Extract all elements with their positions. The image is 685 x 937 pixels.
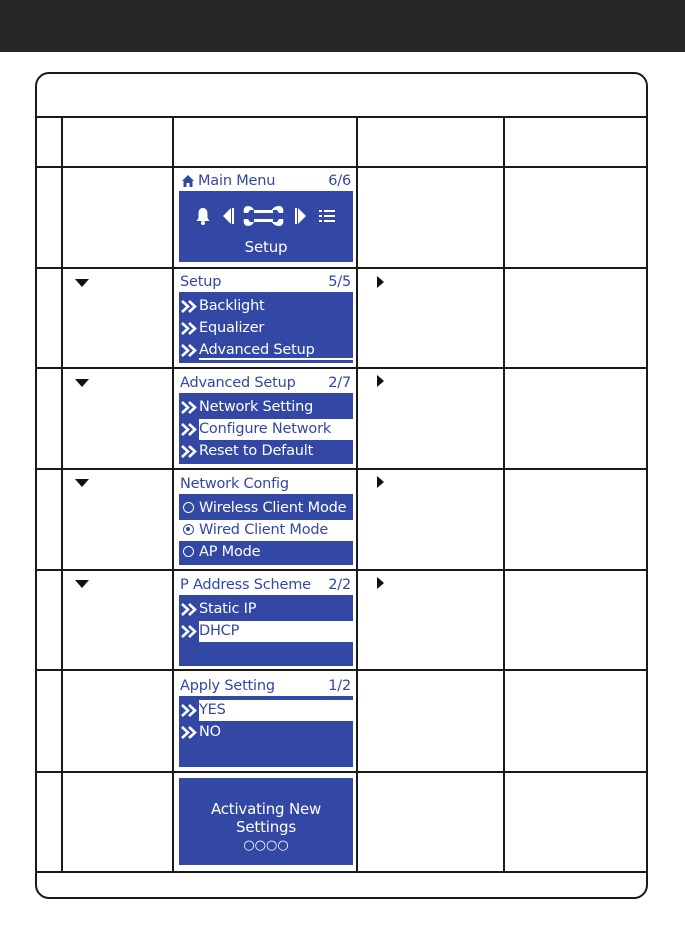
chevron-right-icon	[181, 401, 197, 414]
lcd-title-bar	[179, 475, 353, 494]
lcd-network-config	[179, 475, 353, 565]
chevron-right-icon	[181, 322, 197, 335]
lcd-title-bar	[179, 576, 353, 595]
lcd-title-bar	[179, 374, 353, 393]
screen-title: Setup	[180, 274, 222, 290]
table-column-rule	[61, 116, 63, 873]
lcd-main-menu	[179, 172, 353, 262]
table-rule	[37, 871, 646, 873]
menu-item[interactable]	[179, 296, 353, 317]
selection-underline	[199, 358, 353, 360]
menu-icon-carousel	[179, 198, 353, 234]
menu-item[interactable]	[179, 397, 353, 418]
menu-item-label: Advanced Setup	[199, 342, 315, 358]
menu-item-selected[interactable]	[179, 340, 353, 361]
screen-title: Main Menu	[198, 173, 276, 189]
radio-option-selected[interactable]	[179, 520, 353, 541]
menu-item-label: Equalizer	[199, 320, 265, 336]
screen-title: Advanced Setup	[180, 375, 296, 391]
chevron-right-icon	[181, 704, 197, 717]
menu-item-selected[interactable]	[179, 700, 353, 721]
radio-button-checked[interactable]	[183, 524, 194, 535]
page-indicator: 6/6	[328, 173, 351, 189]
table-rule	[37, 166, 646, 168]
menu-item-selected[interactable]	[179, 419, 353, 440]
screen-title: Network Config	[180, 476, 289, 492]
menu-item-selected[interactable]	[179, 621, 353, 642]
table-column-rule	[503, 116, 505, 873]
table-rule	[37, 468, 646, 470]
wrench-icon	[242, 202, 286, 230]
chevron-right-icon	[181, 344, 197, 357]
lcd-title-bar	[179, 172, 353, 191]
chevron-right-icon	[181, 603, 197, 616]
page-indicator: 2/7	[328, 375, 351, 391]
screen-title: P Address Scheme	[180, 577, 311, 593]
radio-button[interactable]	[183, 546, 194, 557]
table-column-rule	[172, 116, 174, 873]
table-rule	[37, 267, 646, 269]
radio-option-label: AP Mode	[199, 544, 261, 560]
down-arrow-icon	[75, 580, 89, 588]
activating-message: Activating New Settings	[210, 800, 322, 836]
right-arrow-icon	[294, 207, 308, 225]
right-arrow-icon	[377, 476, 384, 488]
menu-item-label: DHCP	[199, 623, 240, 639]
radio-option-label: Wireless Client Mode	[199, 500, 347, 516]
chevron-right-icon	[181, 445, 197, 458]
home-icon	[181, 174, 195, 188]
menu-item-label: Configure Network	[199, 421, 332, 437]
menu-item[interactable]	[179, 318, 353, 339]
lcd-ip-address-scheme	[179, 576, 353, 666]
table-rule	[37, 367, 646, 369]
down-arrow-icon	[75, 379, 89, 387]
progress-dots: ○○○○	[243, 838, 289, 853]
menu-item-label: Static IP	[199, 601, 257, 617]
left-arrow-icon	[221, 207, 235, 225]
menu-item-label: Reset to Default	[199, 443, 314, 459]
chevron-right-icon	[181, 726, 197, 739]
menu-item-label: YES	[199, 702, 226, 718]
right-arrow-icon	[377, 276, 384, 288]
right-arrow-icon	[377, 577, 384, 589]
chevron-right-icon	[181, 423, 197, 436]
table-column-rule	[356, 116, 358, 873]
page-indicator: 2/2	[328, 577, 351, 593]
menu-item-label: NO	[199, 724, 221, 740]
lcd-title-bar	[179, 677, 353, 696]
menu-item[interactable]	[179, 599, 353, 620]
radio-option[interactable]	[179, 498, 353, 519]
chevron-right-icon	[181, 625, 197, 638]
page-indicator: 5/5	[328, 274, 351, 290]
list-icon	[319, 209, 335, 223]
menu-item[interactable]	[179, 441, 353, 462]
menu-item[interactable]	[179, 722, 353, 743]
table-rule	[37, 771, 646, 773]
lcd-activating	[179, 778, 353, 865]
down-arrow-icon	[75, 479, 89, 487]
radio-option-label: Wired Client Mode	[199, 522, 329, 538]
top-bar	[0, 0, 685, 52]
table-rule	[37, 669, 646, 671]
menu-item-label: Setup	[244, 238, 288, 256]
lcd-setup	[179, 273, 353, 363]
menu-item-label: Backlight	[199, 298, 265, 314]
page-indicator: 1/2	[328, 678, 351, 694]
screen-title: Apply Setting	[180, 678, 275, 694]
right-arrow-icon	[377, 375, 384, 387]
lcd-advanced-setup	[179, 374, 353, 464]
table-rule	[37, 569, 646, 571]
radio-button[interactable]	[183, 502, 194, 513]
bell-icon	[195, 206, 211, 226]
chevron-right-icon	[181, 300, 197, 313]
lcd-apply-setting	[179, 677, 353, 767]
radio-option[interactable]	[179, 542, 353, 563]
down-arrow-icon	[75, 279, 89, 287]
menu-item-label: Network Setting	[199, 399, 314, 415]
table-rule	[37, 116, 646, 118]
lcd-title-bar	[179, 273, 353, 292]
